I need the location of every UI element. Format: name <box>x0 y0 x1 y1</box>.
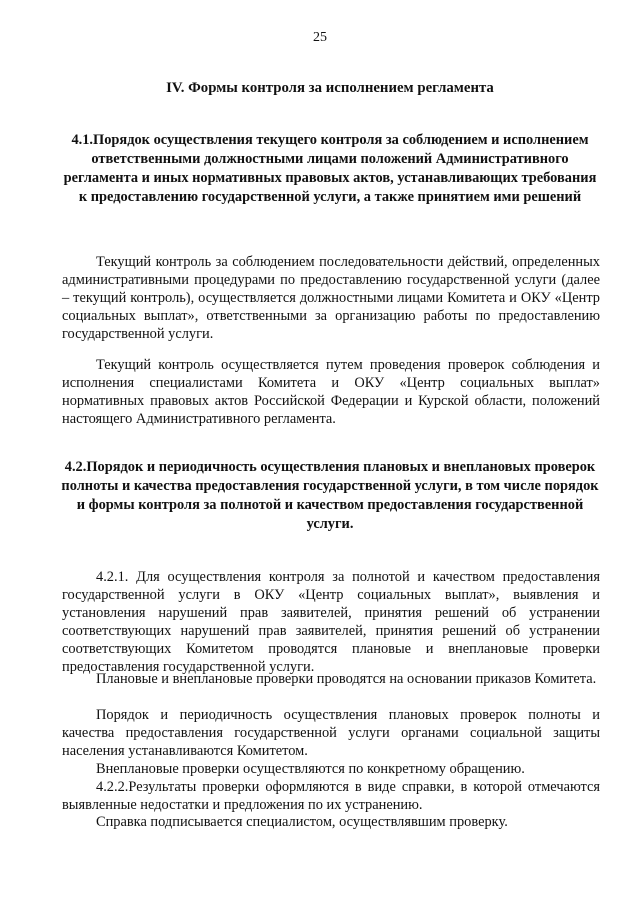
page-number: 25 <box>313 30 327 45</box>
paragraph-report-signature: Справка подписывается специалистом, осуществлявшим проверку. <box>96 814 508 830</box>
subsection-4-2-heading: 4.2.Порядок и периодичность осуществления плановых и внеплановых проверок полноты и качества предоставления государственной услуги, в том числе порядок и формы контроля за полнотой и качеством предоставления государственной услуги. <box>61 459 599 532</box>
paragraph-inspection-periodicity: Порядок и периодичность осуществления плановых проверок полноты и качества предоставления государственной услуги органами социальной защиты населения устанавливаются Комитетом. <box>62 707 600 759</box>
paragraph-current-control-method: Текущий контроль осуществляется путем проведения проверок соблюдения и исполнения специалистами Комитета и ОКУ «Центр социальных выплат» нормативных правовых актов Российской Федерации и Курской области, положений настоящего Административного регламента. <box>62 357 600 427</box>
subsection-4-1-heading: 4.1.Порядок осуществления текущего контроля за соблюдением и исполнением ответственными должностными лицами положений Административного регламента и иных нормативных правовых актов, устанавливающих требования к предоставлению государственной услуги, а также принятием ими решений <box>63 132 597 205</box>
paragraph-unscheduled-inspections: Внеплановые проверки осуществляются по конкретному обращению. <box>96 761 525 777</box>
paragraph-4-2-1: 4.2.1. Для осуществления контроля за полнотой и качеством предоставления государственной услуги в ОКУ «Центр социальных выплат», выявления и установления нарушений прав заявителей, принятия решений об устранении соответствующих нарушений прав заявителей, принятия решений об устранении соответствующих Комитетом проводятся плановые и внеплановые проверки предоставления государственной услуги. <box>62 569 600 675</box>
paragraph-current-control: Текущий контроль за соблюдением последовательности действий, определенных административными процедурами по предоставлению государственной услуги (далее – текущий контроль), осуществляется должностными лицами Комитета и ОКУ «Центр социальных выплат», ответственными за организацию работы по предоставлению государственной услуги. <box>62 254 600 342</box>
paragraph-4-2-2: 4.2.2.Результаты проверки оформляются в виде справки, в которой отмечаются выявленные недостатки и предложения по их устранению. <box>62 779 600 813</box>
paragraph-inspection-orders: Плановые и внеплановые проверки проводятся на основании приказов Комитета. <box>96 671 597 687</box>
section-title: IV. Формы контроля за исполнением регламента <box>166 80 494 96</box>
